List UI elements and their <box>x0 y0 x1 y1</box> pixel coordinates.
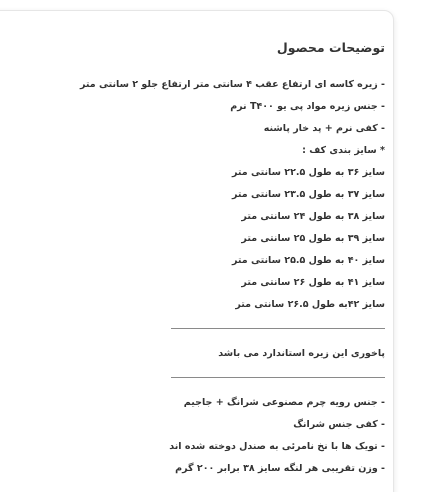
size-line: سایز ۳۸ به طول ۲۴ سانتی متر <box>241 211 385 222</box>
product-description <box>55 38 385 492</box>
spec-line: - کفی نرم + پد خار پاشنه <box>263 123 385 134</box>
spec-line: * سایز بندی کف : <box>302 145 385 156</box>
material-line: - تویک ها با نخ نامرئی به صندل دوخته شده اند <box>169 441 385 452</box>
spec-line: - جنس زیره مواد پی یو T۴۰۰ نرم <box>230 101 385 112</box>
divider <box>171 377 385 378</box>
size-line: سایز ۳۹ به طول ۲۵ سانتی متر <box>241 233 385 244</box>
size-line: سایز ۳۶ به طول ۲۲.۵ سانتی متر <box>232 167 385 178</box>
size-line: سایز ۴۲به طول ۲۶.۵ سانتی متر <box>235 299 385 310</box>
standard-fit-note: پاخوری این زیره استاندارد می باشد <box>218 348 385 359</box>
size-line: سایز ۳۷ به طول ۲۳.۵ سانتی متر <box>232 189 385 200</box>
size-line: سایز ۴۰ به طول ۲۵.۵ سانتی متر <box>232 255 385 266</box>
material-line: - وزن تقریبی هر لنگه سایز ۳۸ برابر ۲۰۰ گرم <box>175 463 385 474</box>
section-title: توضیحات محصول <box>276 40 385 55</box>
spec-line: - زیره کاسه ای ارتفاع عقب ۴ سانتی متر ارتفاع جلو ۲ سانتی متر <box>80 79 385 90</box>
material-line: - کفی جنس شرانگ <box>293 419 385 430</box>
divider <box>171 328 385 329</box>
size-line: سایز ۴۱ به طول ۲۶ سانتی متر <box>241 277 385 288</box>
material-line: - جنس رویه چرم مصنوعی شرانگ + جاجیم <box>183 397 385 408</box>
